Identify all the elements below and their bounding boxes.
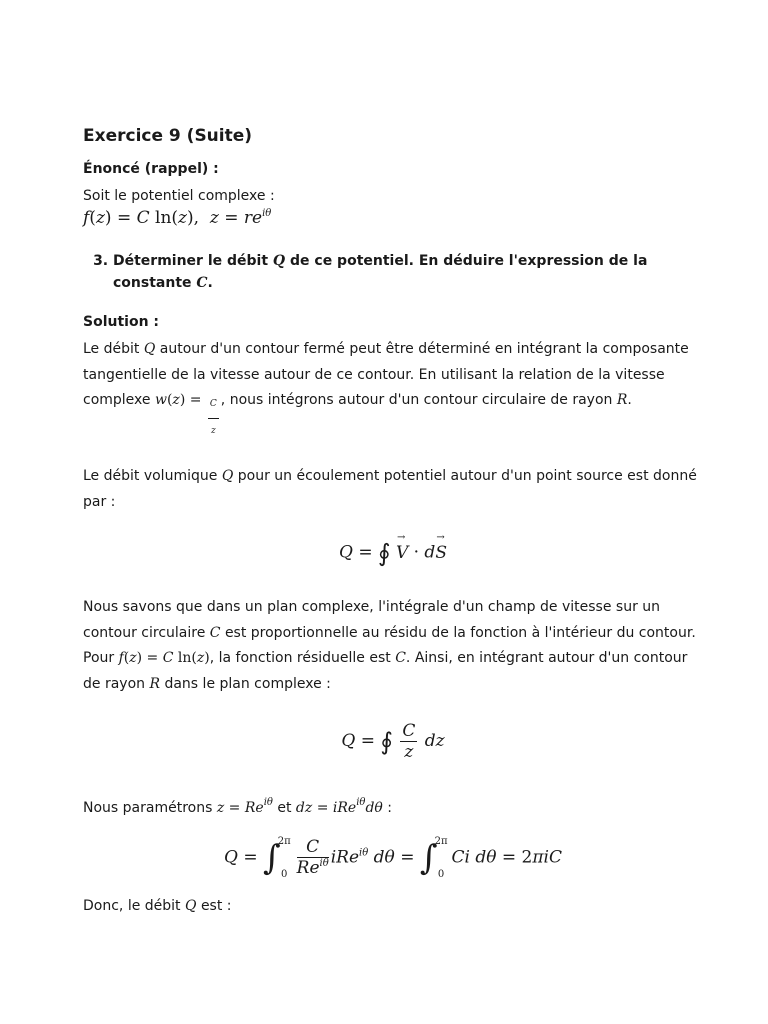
math-C: C [209, 624, 221, 641]
math-Q: Q [185, 897, 197, 914]
math-C: C [395, 650, 406, 666]
solution-paragraph-5: Donc, le débit Q est : [83, 897, 232, 914]
enonce-heading: Énoncé (rappel) : [83, 161, 219, 177]
math-param-z: $z = Re^{i\theta}$ [216, 797, 273, 816]
solution-paragraph-1: Le débit Q autour d'un contour fermé peut être déterminé en intégrant la composante tangentielle de la vitesse autour de ce contour. En utilisant la relation de la vitesse complexe w(z) = $\frac{C}{z}$ , nous intégrons autour d'un contour circulaire de rayon R. [83, 341, 689, 436]
solution-heading: Solution : [83, 314, 160, 330]
equation-contour-integral: Q = ∮ $\frac{C}{z}$ dz [341, 721, 445, 762]
exercise-title: Exercice 9 (Suite) [83, 126, 253, 146]
solution-paragraph-4: Nous paramétrons $z = Re^{i\theta}$ et dz = iRe$^{i\theta}$dθ : [83, 797, 392, 816]
math-Q: Q [272, 253, 286, 269]
question-list [83, 250, 703, 294]
solution-paragraph-3: Nous savons que dans un plan complexe, l'intégrale d'un champ de vitesse sur un contour circulaire C est proportionnelle au résidu de la fonction à l'intérieur du contour. Pour f(z) = C ln(z), la fonction résiduelle est C. Ainsi, en intégrant autour d'un contour de rayon R dans le plan complexe : [83, 599, 696, 692]
potential-formula: f(z) = C ln(z), $z = re^{i\theta}$ [83, 208, 272, 228]
enonce-text: Soit le potentiel complexe : [83, 188, 275, 204]
question-item: 3. Déterminer le débit Q de ce potentiel. En déduire l'expression de la constante C. [113, 250, 703, 294]
math-C: C [196, 275, 208, 291]
solution-paragraph-2: Le débit volumique Q pour un écoulement potentiel autour d'un point source est donné par : [83, 468, 697, 510]
math-Q: Q [143, 341, 156, 357]
equation-flux-integral: Q = ∮ → V · d→ S [83, 539, 703, 567]
document-content [83, 126, 703, 919]
math-potential: f(z) = C ln(z) [118, 650, 210, 666]
math-param-dz: dz = iRe$^{i\theta}$dθ [295, 797, 383, 816]
question-text-2: de ce potentiel. En déduire l'expression de la constante [113, 253, 648, 291]
equation-parametrized-integral: Q = ∫ 2π 0 $\frac{C}{Re^{i\theta}}$ iRe$^{i\theta}$ dθ = ∫ 2π 0 Ci dθ = 2πiC [223, 835, 562, 880]
math-R: R [616, 392, 628, 408]
math-Q: Q [221, 468, 234, 484]
math-R: R [149, 675, 161, 692]
math-velocity: w(z) = $\frac{C}{z}$ [154, 392, 217, 436]
question-text-1: Déterminer le débit [113, 253, 269, 269]
